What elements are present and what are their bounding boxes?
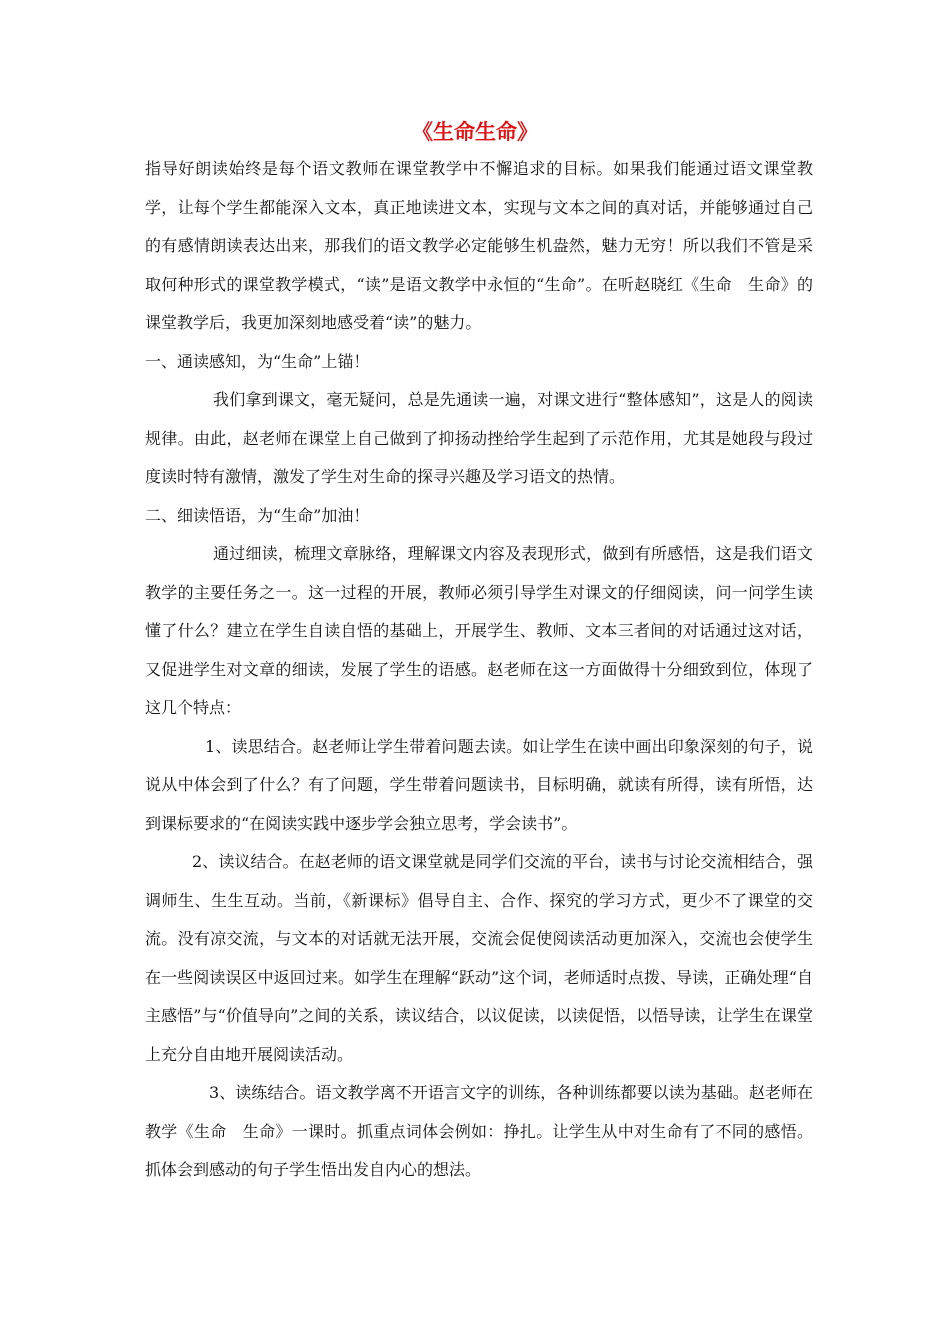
point-1-paragraph: 1、读思结合。赵老师让学生带着问题去读。如让学生在读中画出印象深刻的句子，说说从中体会到了什么？有了问题，学生带着问题读书，目标明确，就读有所得，读有所悟，达到课标要求的“在阅读实践中逐步学会独立思考，学会读书”。 [145,736,813,833]
document-title: 《生命生命》 [412,119,538,144]
intro-paragraph: 指导好朗读始终是每个语文教师在课堂教学中不懈追求的目标。如果我们能通过语文课堂教学，让每个学生都能深入文本，真正地读进文本，实现与文本之间的真对话，并能够通过自己的有感情朗读表达出来，那我们的语文教学必定能够生机盎然，魅力无穷！所以我们不管是采取何种形式的课堂教学模式，“读”是语文教学中永恒的“生命”。在听赵晓红《生命 生命》的课堂教学后，我更加深刻地感受着“读”的魅力。 [145,159,813,332]
section-heading-2: 二、细读悟语，为“生命”加油！ [145,505,370,525]
section-heading-1: 一、通读感知，为“生命”上锚！ [145,351,370,371]
section-2-paragraph: 通过细读，梳理文章脉络，理解课文内容及表现形式，做到有所感悟，这是我们语文教学的主要任务之一。这一过程的开展，教师必须引导学生对课文的仔细阅读，问一问学生读懂了什么？建立在学生自读自悟的基础上，开展学生、教师、文本三者间的对话通过这对话，又促进学生对文章的细读，发展了学生的语感。赵老师在这一方面做得十分细致到位，体现了这几个特点： [145,544,813,717]
section-1-paragraph: 我们拿到课文，毫无疑问，总是先通读一遍，对课文进行“整体感知”，这是人的阅读规律。由此，赵老师在课堂上自己做到了抑扬动挫给学生起到了示范作用，尤其是她段与段过度读时特有激情，激发了学生对生命的探寻兴趣及学习语文的热情。 [145,390,813,486]
point-3-paragraph: 3、读练结合。语文教学离不开语言文字的训练，各种训练都要以读为基础。赵老师在教学《生命 生命》一课时。抓重点词体会例如：挣扎。让学生从中对生命有了不同的感悟。抓体会到感动的句子学生悟出发自内心的想法。 [145,1083,813,1179]
document-body [145,150,813,1190]
point-2-paragraph: 2、读议结合。在赵老师的语文课堂就是同学们交流的平台，读书与讨论交流相结合，强调师生、生生互动。当前，《新课标》倡导自主、合作、探究的学习方式，更少不了课堂的交流。没有凉交流，与文本的对话就无法开展，交流会促使阅读活动更加深入，交流也会使学生在一些阅读误区中返回过来。如学生在理解“跃动”这个词，老师适时点拨、导读，正确处理“自主感悟”与“价值导向”之间的关系，读议结合，以议促读，以读促悟，以悟导读，让学生在课堂上充分自由地开展阅读活动。 [145,852,813,1064]
